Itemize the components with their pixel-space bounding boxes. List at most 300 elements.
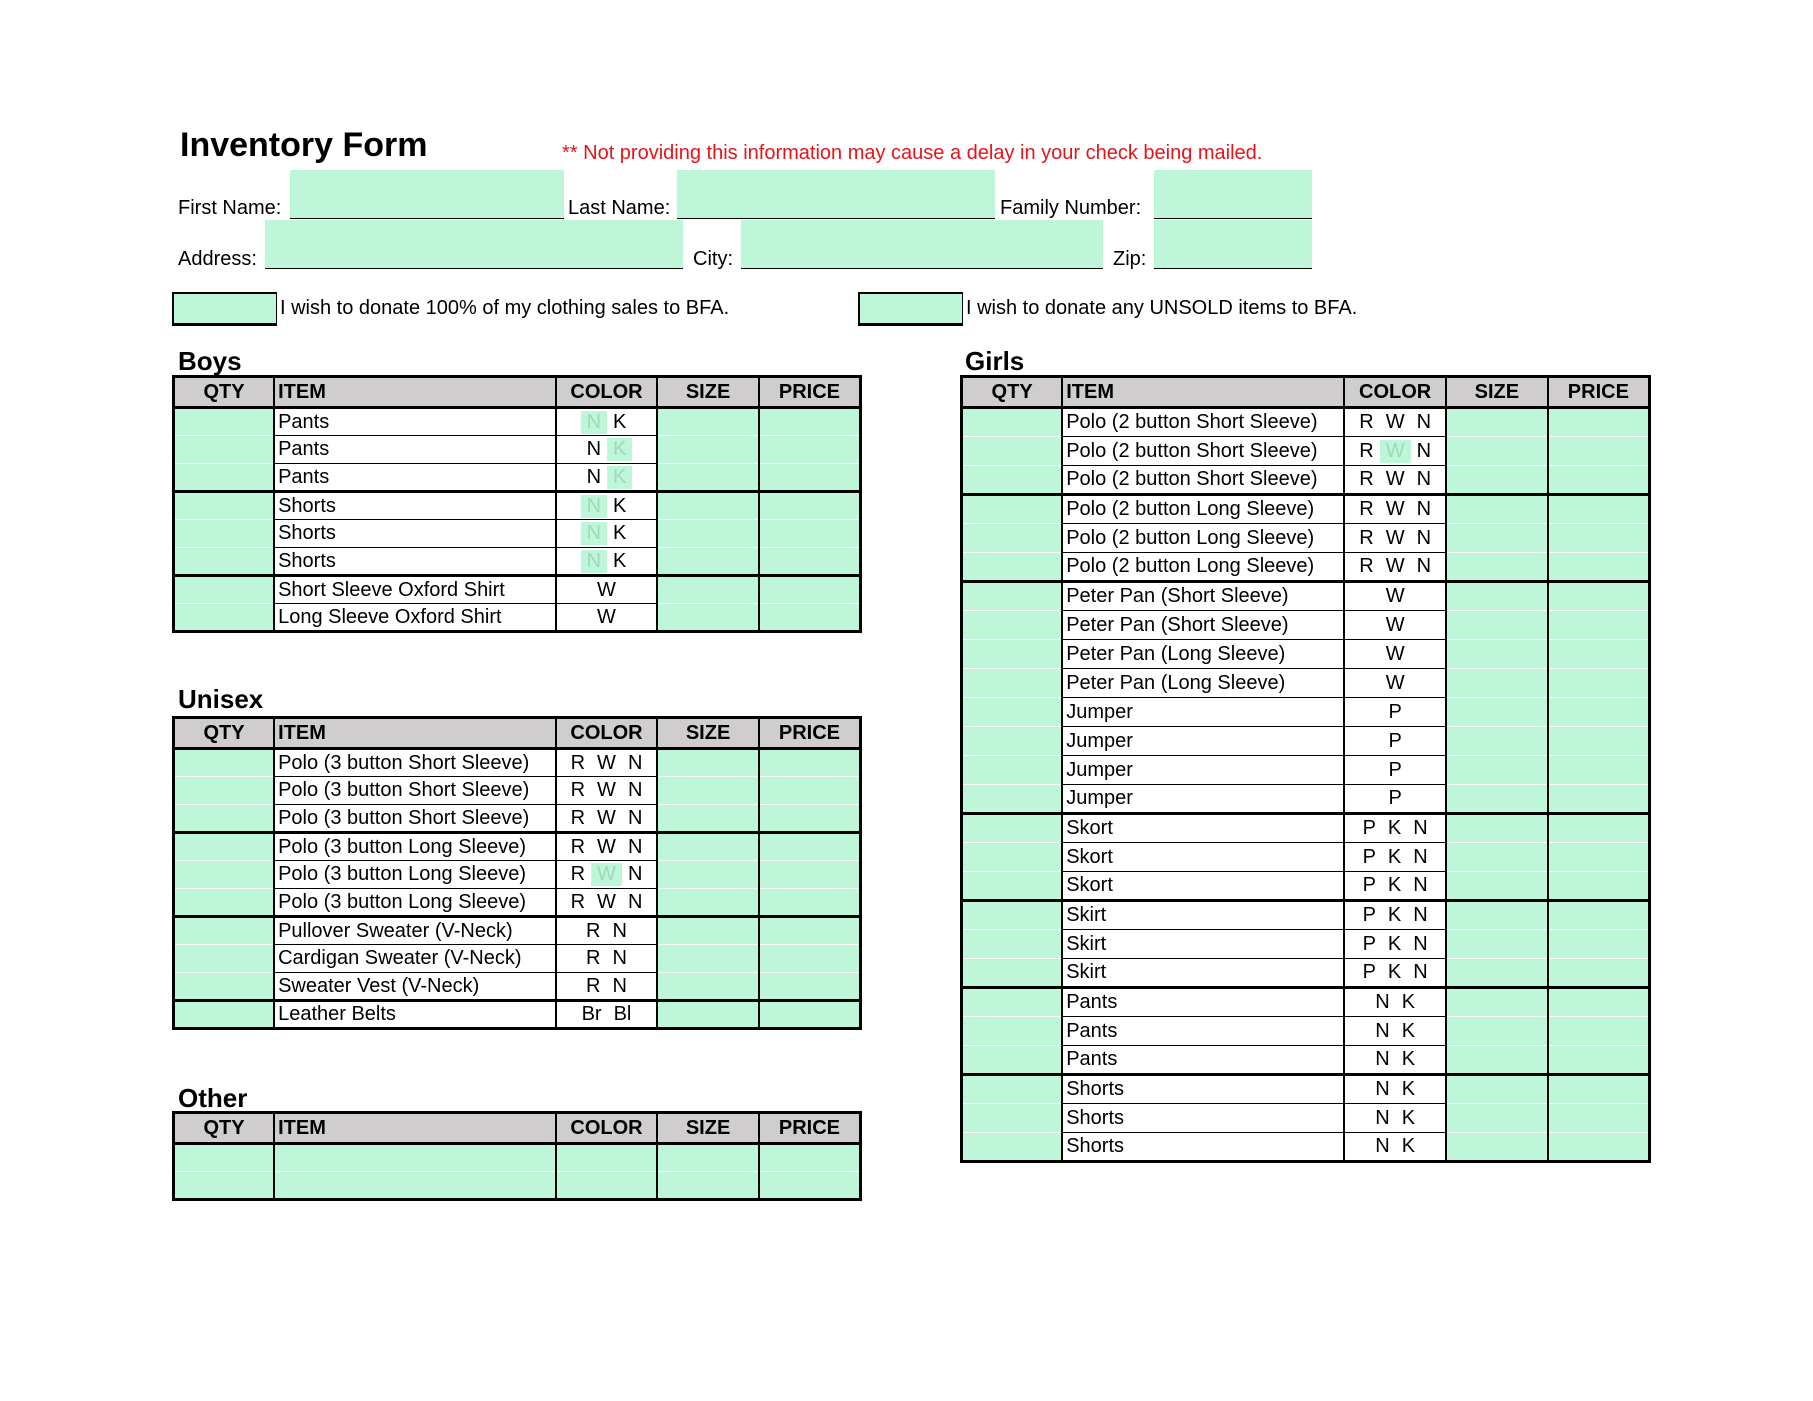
price-input[interactable]: [1548, 640, 1650, 669]
size-input[interactable]: [1446, 930, 1548, 959]
table-row: [174, 749, 861, 777]
price-input[interactable]: [1548, 698, 1650, 727]
color-option[interactable]: K: [1387, 961, 1402, 983]
table-row: [174, 1144, 861, 1172]
size-input[interactable]: [1446, 1017, 1548, 1046]
qty-input[interactable]: [962, 408, 1063, 437]
color-option[interactable]: P: [1388, 758, 1402, 781]
size-input[interactable]: [1446, 582, 1548, 611]
price-input[interactable]: [759, 408, 861, 436]
size-input[interactable]: [1446, 640, 1548, 669]
color-option[interactable]: R: [1359, 411, 1374, 433]
qty-input[interactable]: [174, 777, 275, 805]
qty-input[interactable]: [174, 492, 275, 520]
color-option[interactable]: W: [1385, 642, 1405, 665]
price-input[interactable]: [759, 576, 861, 604]
price-input[interactable]: [759, 464, 861, 492]
price-input[interactable]: [759, 917, 861, 945]
qty-input[interactable]: [962, 437, 1063, 466]
price-input[interactable]: [1548, 756, 1650, 785]
qty-input[interactable]: [174, 833, 275, 861]
qty-input[interactable]: [174, 973, 275, 1001]
price-input[interactable]: [759, 861, 861, 889]
table-row: [174, 861, 861, 889]
color-option[interactable]: W: [597, 578, 616, 601]
size-input[interactable]: [1446, 988, 1548, 1017]
qty-input[interactable]: [962, 843, 1063, 872]
color-option[interactable]: N: [1413, 904, 1428, 926]
color-option[interactable]: W: [1385, 585, 1405, 607]
item-header: ITEM: [274, 1113, 556, 1144]
qty-input[interactable]: [962, 872, 1063, 901]
color-option[interactable]: P: [1362, 904, 1376, 926]
address-field[interactable]: [265, 220, 683, 269]
price-input[interactable]: [1548, 1017, 1650, 1046]
color-option[interactable]: R: [570, 835, 586, 858]
qty-input[interactable]: [174, 805, 275, 833]
price-input[interactable]: [759, 604, 861, 632]
item-name: Polo (3 button Short Sleeve): [274, 749, 556, 777]
qty-input[interactable]: [962, 524, 1063, 553]
color-options: [556, 492, 658, 520]
size-input[interactable]: [1446, 1046, 1548, 1075]
color-option[interactable]: W: [1385, 555, 1405, 577]
qty-input[interactable]: [174, 1001, 275, 1029]
qty-input[interactable]: [962, 495, 1063, 524]
color-option[interactable]: K: [607, 438, 632, 461]
price-input[interactable]: [759, 1001, 861, 1029]
qty-header: QTY: [174, 1113, 275, 1144]
color-option[interactable]: N: [1375, 1106, 1390, 1129]
color-option[interactable]: N: [627, 806, 643, 829]
color-options: [1344, 553, 1446, 582]
size-input[interactable]: [1446, 1133, 1548, 1162]
color-option[interactable]: N: [627, 890, 643, 913]
item-name: Polo (3 button Long Sleeve): [274, 889, 556, 917]
color-option[interactable]: N: [627, 751, 643, 774]
price-input[interactable]: [1548, 1133, 1650, 1162]
table-row: [962, 814, 1650, 843]
table-row: [962, 495, 1650, 524]
qty-input[interactable]: [962, 930, 1063, 959]
color-option[interactable]: N: [586, 465, 602, 488]
size-input[interactable]: [657, 520, 759, 548]
size-input[interactable]: [1446, 698, 1548, 727]
color-option[interactable]: K: [613, 410, 627, 433]
size-input[interactable]: [657, 917, 759, 945]
color-option[interactable]: P: [1362, 961, 1376, 983]
size-input[interactable]: [1446, 756, 1548, 785]
color-option[interactable]: N: [1413, 961, 1428, 983]
qty-input[interactable]: [174, 464, 275, 492]
color-option[interactable]: N: [1375, 1019, 1390, 1042]
color-option[interactable]: K: [1387, 874, 1402, 896]
color-option[interactable]: K: [1387, 932, 1402, 955]
item-name: Shorts: [1062, 1133, 1344, 1162]
color-option[interactable]: N: [627, 779, 643, 801]
color-options: [1344, 640, 1446, 669]
color-option[interactable]: K: [613, 494, 627, 517]
price-input[interactable]: [759, 805, 861, 833]
size-input[interactable]: [657, 492, 759, 520]
item-name: Polo (2 button Long Sleeve): [1062, 495, 1344, 524]
size-input[interactable]: [657, 548, 759, 576]
qty-input[interactable]: [962, 1104, 1063, 1133]
color-input[interactable]: [556, 1144, 658, 1172]
color-option[interactable]: N: [1416, 468, 1432, 490]
color-option[interactable]: N: [1413, 845, 1428, 868]
color-option[interactable]: N: [581, 495, 607, 518]
size-input[interactable]: [657, 464, 759, 492]
color-option[interactable]: K: [1387, 904, 1402, 926]
color-option[interactable]: W: [1380, 440, 1411, 463]
color-option[interactable]: R: [586, 974, 601, 997]
color-option[interactable]: N: [1375, 1135, 1390, 1157]
price-input[interactable]: [1548, 872, 1650, 901]
size-input[interactable]: [657, 1144, 759, 1172]
price-input[interactable]: [1548, 495, 1650, 524]
size-input[interactable]: [1446, 785, 1548, 814]
table-row: [962, 930, 1650, 959]
size-input[interactable]: [657, 777, 759, 805]
qty-input[interactable]: [962, 611, 1063, 640]
size-input[interactable]: [657, 604, 759, 632]
size-input[interactable]: [1446, 553, 1548, 582]
size-input[interactable]: [657, 805, 759, 833]
size-input[interactable]: [657, 436, 759, 464]
qty-input[interactable]: [962, 640, 1063, 669]
color-option[interactable]: N: [581, 522, 607, 545]
size-input[interactable]: [657, 861, 759, 889]
size-input[interactable]: [1446, 466, 1548, 495]
table-row: [962, 524, 1650, 553]
size-input[interactable]: [657, 1172, 759, 1200]
qty-input[interactable]: [962, 466, 1063, 495]
color-options: [556, 520, 658, 548]
price-input[interactable]: [1548, 582, 1650, 611]
qty-input[interactable]: [174, 408, 275, 436]
qty-input[interactable]: [962, 756, 1063, 785]
price-input[interactable]: [759, 520, 861, 548]
size-input[interactable]: [1446, 495, 1548, 524]
qty-input[interactable]: [174, 1172, 275, 1200]
price-input[interactable]: [759, 945, 861, 973]
price-input[interactable]: [1548, 553, 1650, 582]
color-option[interactable]: N: [627, 835, 643, 858]
color-option[interactable]: K: [1401, 1048, 1416, 1070]
color-option[interactable]: N: [1416, 526, 1432, 549]
price-input[interactable]: [759, 548, 861, 576]
first-name-label: First Name:: [178, 197, 282, 219]
price-input[interactable]: [759, 833, 861, 861]
size-input[interactable]: [657, 945, 759, 973]
color-options: [556, 777, 658, 805]
color-option[interactable]: W: [591, 863, 622, 886]
qty-input[interactable]: [962, 553, 1063, 582]
item-name: Shorts: [1062, 1104, 1344, 1133]
qty-header: QTY: [174, 718, 275, 749]
item-name: Polo (2 button Long Sleeve): [1062, 524, 1344, 553]
price-input[interactable]: [1548, 1075, 1650, 1104]
city-field[interactable]: [741, 220, 1103, 269]
table-row: [962, 669, 1650, 698]
size-input[interactable]: [657, 973, 759, 1001]
color-option[interactable]: K: [1401, 1106, 1416, 1129]
price-input[interactable]: [1548, 988, 1650, 1017]
price-input[interactable]: [1548, 466, 1650, 495]
color-option[interactable]: N: [1413, 874, 1428, 896]
color-option[interactable]: K: [613, 522, 627, 544]
color-option[interactable]: N: [1416, 555, 1432, 577]
item-name: Pants: [1062, 1017, 1344, 1046]
last-name-field[interactable]: [677, 170, 995, 219]
price-input[interactable]: [759, 973, 861, 1001]
size-input[interactable]: [1446, 1104, 1548, 1133]
qty-input[interactable]: [962, 582, 1063, 611]
color-option[interactable]: P: [1388, 729, 1402, 752]
color-option[interactable]: R: [570, 863, 586, 885]
table-row: [962, 727, 1650, 756]
color-option[interactable]: W: [597, 890, 616, 913]
color-option[interactable]: K: [1401, 1078, 1416, 1100]
color-option[interactable]: K: [1401, 1019, 1416, 1042]
color-option[interactable]: N: [612, 947, 627, 969]
table-row: [174, 1001, 861, 1029]
qty-input[interactable]: [174, 436, 275, 464]
price-input[interactable]: [1548, 785, 1650, 814]
size-input[interactable]: [1446, 727, 1548, 756]
color-option[interactable]: R: [1359, 439, 1374, 462]
price-input[interactable]: [1548, 930, 1650, 959]
color-option[interactable]: W: [597, 605, 616, 628]
qty-input[interactable]: [962, 1017, 1063, 1046]
item-name: Jumper: [1062, 785, 1344, 814]
qty-input[interactable]: [962, 785, 1063, 814]
price-input[interactable]: [1548, 437, 1650, 466]
price-input[interactable]: [759, 777, 861, 805]
item-name: Shorts: [274, 520, 556, 548]
price-input[interactable]: [1548, 901, 1650, 930]
qty-input[interactable]: [962, 669, 1063, 698]
size-input[interactable]: [1446, 1075, 1548, 1104]
qty-input[interactable]: [174, 576, 275, 604]
price-input[interactable]: [1548, 727, 1650, 756]
color-option[interactable]: N: [1375, 1048, 1390, 1070]
donate-unsold-checkbox[interactable]: [858, 292, 963, 326]
color-input[interactable]: [556, 1172, 658, 1200]
color-option[interactable]: N: [1416, 498, 1432, 520]
price-input[interactable]: [1548, 408, 1650, 437]
size-input[interactable]: [1446, 901, 1548, 930]
table-row: [174, 492, 861, 520]
color-option[interactable]: Bl: [613, 1003, 632, 1025]
price-input[interactable]: [1548, 814, 1650, 843]
price-input[interactable]: [759, 889, 861, 917]
boys-section-title: Boys: [178, 346, 242, 376]
color-option[interactable]: R: [570, 779, 586, 801]
size-input[interactable]: [657, 576, 759, 604]
color-option[interactable]: W: [1385, 671, 1405, 694]
color-option[interactable]: K: [607, 466, 632, 489]
price-input[interactable]: [759, 749, 861, 777]
color-option[interactable]: N: [1416, 439, 1432, 462]
table-header-row: [174, 718, 861, 749]
size-input[interactable]: [1446, 843, 1548, 872]
color-option[interactable]: N: [581, 550, 607, 573]
address-label: Address:: [178, 248, 257, 270]
qty-input[interactable]: [962, 959, 1063, 988]
price-input[interactable]: [1548, 959, 1650, 988]
qty-input[interactable]: [174, 520, 275, 548]
table-header-row: [174, 1113, 861, 1144]
color-option[interactable]: K: [1401, 1135, 1416, 1157]
price-input[interactable]: [759, 436, 861, 464]
boys-table: [172, 375, 862, 633]
size-input[interactable]: [657, 749, 759, 777]
size-input[interactable]: [1446, 611, 1548, 640]
size-input[interactable]: [1446, 669, 1548, 698]
qty-input[interactable]: [962, 698, 1063, 727]
color-option[interactable]: W: [1385, 613, 1405, 636]
color-option[interactable]: K: [1387, 817, 1402, 839]
size-input[interactable]: [1446, 437, 1548, 466]
price-input[interactable]: [1548, 1046, 1650, 1075]
size-input[interactable]: [1446, 814, 1548, 843]
color-option[interactable]: W: [1385, 411, 1405, 433]
color-option[interactable]: P: [1362, 845, 1376, 868]
price-input[interactable]: [1548, 669, 1650, 698]
color-option[interactable]: N: [612, 974, 627, 997]
color-options: [556, 576, 658, 604]
color-options: [1344, 698, 1446, 727]
table-row: [962, 611, 1650, 640]
qty-input[interactable]: [174, 604, 275, 632]
color-option[interactable]: N: [1375, 1078, 1390, 1100]
table-row: [174, 464, 861, 492]
qty-input[interactable]: [962, 1046, 1063, 1075]
color-option[interactable]: W: [1385, 498, 1405, 520]
qty-input[interactable]: [174, 945, 275, 973]
color-option[interactable]: N: [586, 438, 602, 460]
qty-input[interactable]: [962, 1133, 1063, 1162]
color-option[interactable]: R: [570, 751, 586, 774]
color-option[interactable]: W: [597, 835, 616, 858]
price-input[interactable]: [759, 1144, 861, 1172]
color-option[interactable]: W: [597, 779, 616, 801]
item-input[interactable]: [274, 1144, 556, 1172]
color-option[interactable]: P: [1362, 932, 1376, 955]
qty-input[interactable]: [962, 814, 1063, 843]
other-table: [172, 1111, 862, 1201]
price-input[interactable]: [1548, 611, 1650, 640]
color-options: [1344, 843, 1446, 872]
color-option[interactable]: N: [1413, 932, 1428, 955]
qty-input[interactable]: [174, 548, 275, 576]
color-option[interactable]: W: [1385, 468, 1405, 490]
qty-input[interactable]: [174, 1144, 275, 1172]
table-row: [174, 805, 861, 833]
color-option[interactable]: W: [1385, 526, 1405, 549]
color-option[interactable]: P: [1388, 787, 1402, 809]
color-option[interactable]: K: [1387, 845, 1402, 868]
item-name: Short Sleeve Oxford Shirt: [274, 576, 556, 604]
first-name-field[interactable]: [290, 170, 564, 219]
donate-all-checkbox[interactable]: [172, 292, 277, 326]
color-option[interactable]: R: [570, 890, 586, 913]
color-option[interactable]: R: [1359, 468, 1374, 490]
price-input[interactable]: [759, 1172, 861, 1200]
color-option[interactable]: P: [1362, 874, 1376, 896]
qty-header: QTY: [962, 377, 1063, 408]
price-input[interactable]: [1548, 843, 1650, 872]
price-input[interactable]: [1548, 1104, 1650, 1133]
color-option[interactable]: N: [1375, 991, 1390, 1013]
color-option[interactable]: R: [1359, 555, 1374, 577]
color-option[interactable]: R: [586, 947, 601, 969]
family-number-field[interactable]: [1154, 170, 1312, 219]
color-options: [1344, 495, 1446, 524]
color-option[interactable]: P: [1362, 817, 1376, 839]
zip-field[interactable]: [1154, 220, 1312, 269]
color-option[interactable]: R: [1359, 498, 1374, 520]
item-name: Jumper: [1062, 698, 1344, 727]
table-row: [962, 1075, 1650, 1104]
size-input[interactable]: [657, 889, 759, 917]
color-option[interactable]: N: [581, 411, 607, 434]
qty-input[interactable]: [962, 1075, 1063, 1104]
qty-input[interactable]: [174, 889, 275, 917]
color-option[interactable]: Br: [581, 1003, 602, 1025]
size-input[interactable]: [657, 408, 759, 436]
color-options: [556, 917, 658, 945]
size-input[interactable]: [657, 833, 759, 861]
color-option[interactable]: N: [627, 863, 643, 885]
item-name: Polo (3 button Long Sleeve): [274, 833, 556, 861]
color-option[interactable]: P: [1388, 700, 1402, 723]
size-input[interactable]: [1446, 872, 1548, 901]
size-input[interactable]: [1446, 959, 1548, 988]
color-option[interactable]: N: [612, 919, 627, 942]
table-row: [962, 437, 1650, 466]
qty-input[interactable]: [962, 901, 1063, 930]
qty-input[interactable]: [174, 861, 275, 889]
qty-input[interactable]: [962, 727, 1063, 756]
color-option[interactable]: R: [586, 919, 601, 942]
color-option[interactable]: W: [597, 806, 616, 829]
color-option[interactable]: K: [1401, 991, 1416, 1013]
size-input[interactable]: [657, 1001, 759, 1029]
qty-input[interactable]: [174, 749, 275, 777]
size-input[interactable]: [1446, 408, 1548, 437]
item-name: Skirt: [1062, 901, 1344, 930]
color-option[interactable]: N: [1413, 817, 1428, 839]
color-options: [1344, 988, 1446, 1017]
color-option[interactable]: N: [1416, 411, 1432, 433]
item-input[interactable]: [274, 1172, 556, 1200]
girls-section-title: Girls: [965, 346, 1025, 376]
color-option[interactable]: K: [613, 549, 627, 572]
price-input[interactable]: [759, 492, 861, 520]
color-option[interactable]: R: [1359, 526, 1374, 549]
price-input[interactable]: [1548, 524, 1650, 553]
qty-input[interactable]: [962, 988, 1063, 1017]
color-option[interactable]: W: [597, 751, 616, 774]
color-option[interactable]: R: [570, 806, 586, 829]
size-input[interactable]: [1446, 524, 1548, 553]
qty-input[interactable]: [174, 917, 275, 945]
color-options: [556, 1001, 658, 1029]
table-row: [962, 872, 1650, 901]
